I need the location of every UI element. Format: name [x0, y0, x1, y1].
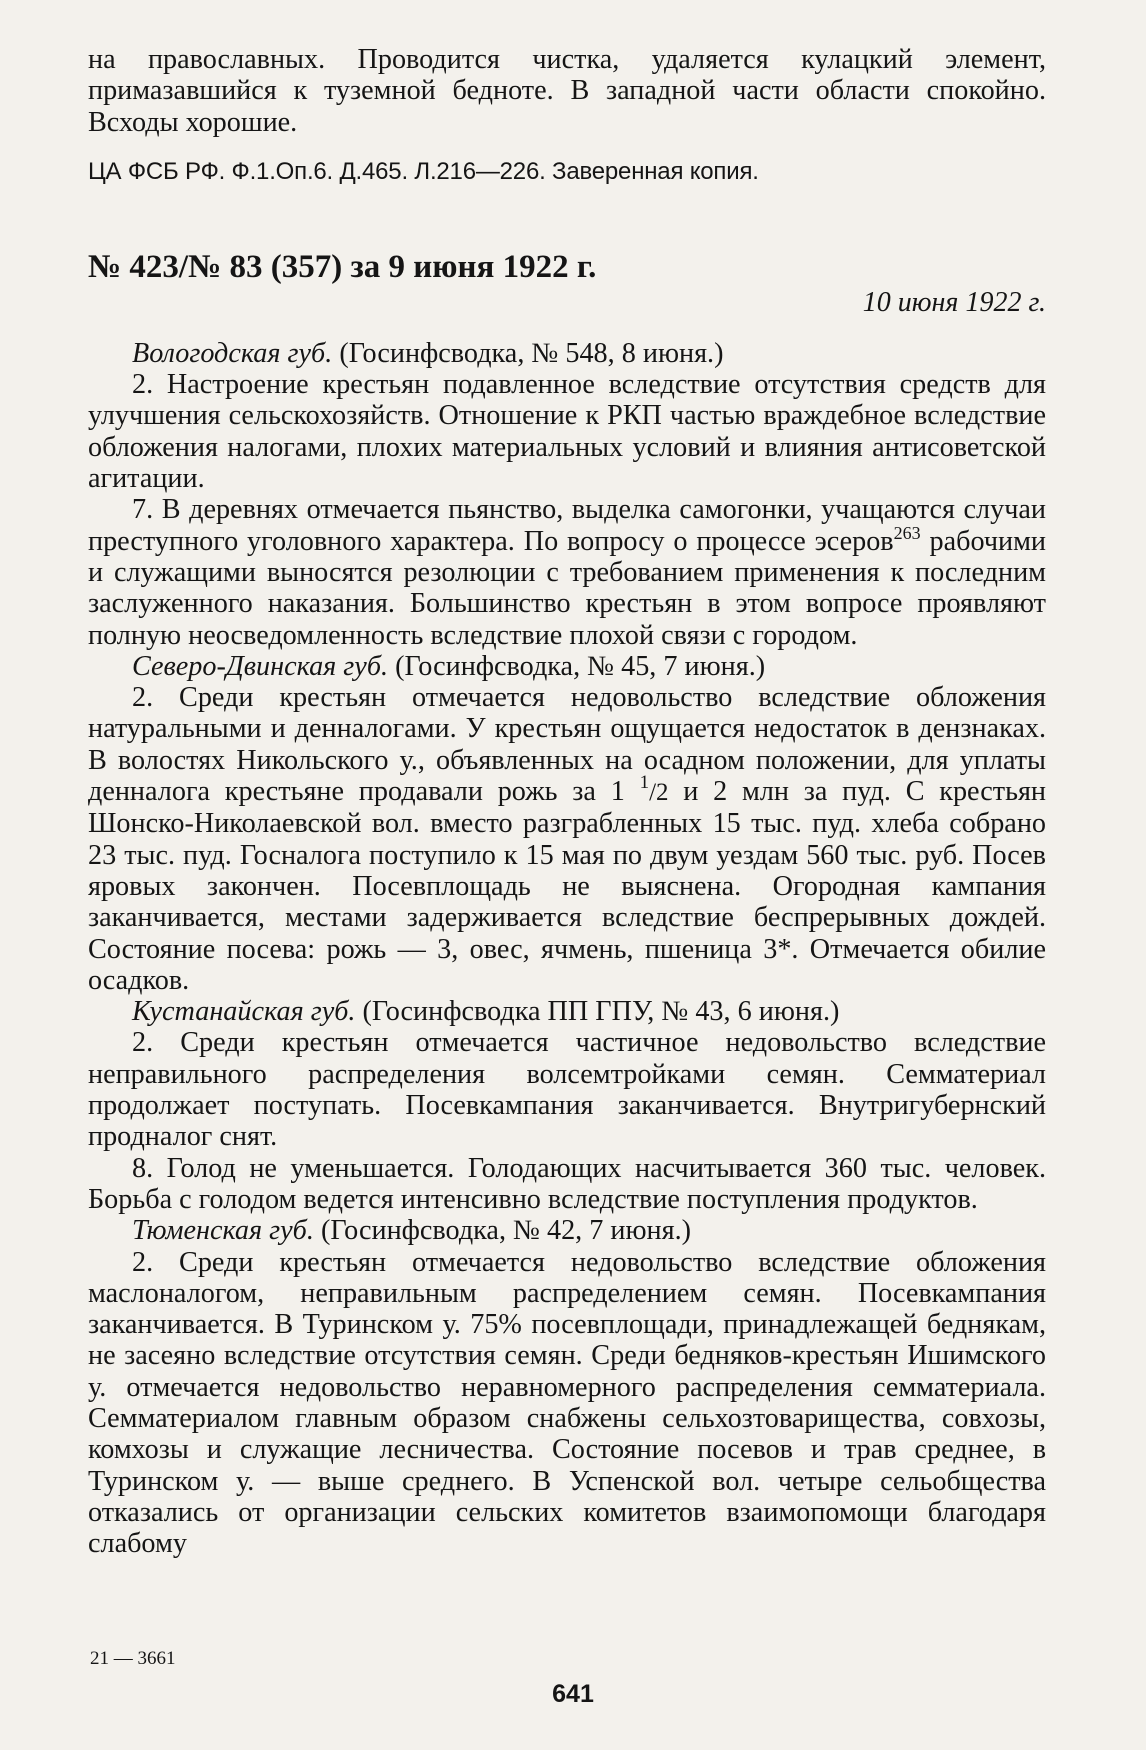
document-heading: № 423/№ 83 (357) за 9 июня 1922 г.: [88, 248, 597, 285]
opening-paragraph: на православных. Проводится чистка, удаляется кулацкий элемент, примазавшийся к туземной бедноте. В западной части области спокойно. Всходы хорошие.: [88, 44, 1046, 138]
entry-paragraph: 2. Среди крестьян отмечается частичное недовольство вследствие неправильного распределения волсемтройками семян. Семматериал продолжает поступать. Посевкампания заканчивается. Внутригубернский продналог снят.: [88, 1027, 1046, 1153]
entry-header: [88, 996, 1046, 1027]
paragraph-part: и 2 млн за пуд. С крестьян Шонско-Николаевской вол. вместо разграбленных 15 тыс. пуд. хлеба собрано 23 тыс. пуд. Госналога поступило к 15 мая по двум уездам 560 тыс. руб. Посев яровых закончен. Посевплощадь не выяснена. Огородная кампания заканчивается, местами задерживается вследствие беспрерывных дождей. Состояние посева: рожь — 3, овес, ячмень, пшеница 3*. Отмечается обилие осадков.: [88, 776, 1047, 996]
footnote-ref: 263: [893, 522, 921, 543]
region-name: Тюменская губ.: [132, 1215, 314, 1247]
opening-source-citation: ЦА ФСБ РФ. Ф.1.Оп.6. Д.465. Л.216—226. Заверенная копия.: [88, 157, 759, 185]
entry-paragraph: [88, 494, 1046, 650]
entry-kustanai: [88, 996, 1046, 1215]
fraction-numerator: 1: [639, 772, 650, 794]
entry-paragraph: 2. Настроение крестьян подавленное вследствие отсутствия средств для улучшения сельскохозяйств. Отношение к РКП частью враждебное вследствие обложения налогами, плохих материальных условий и влияния антисоветской агитации.: [88, 369, 1046, 495]
region-name: Северо-Двинская губ.: [132, 650, 389, 682]
paragraph-part: рабочими и служащими выносятся резолюции с требованием применения к последним заслуженного наказания. Большинство крестьян в этом вопросе проявляют полную неосведомленность вследствие плохой связи с городом.: [88, 525, 1047, 651]
entry-source: (Госинфсводка, № 42, 7 июня.): [313, 1215, 692, 1247]
entry-source: (Госинфсводка ПП ГПУ, № 43, 6 июня.): [355, 996, 840, 1028]
entry-header: [88, 1215, 1046, 1246]
document-date: 10 июня 1922 г.: [862, 286, 1046, 318]
entry-paragraph: 8. Голод не уменьшается. Голодающих насчитывается 360 тыс. человек. Борьба с голодом ведется интенсивно вследствие поступления продуктов.: [88, 1152, 1046, 1215]
fraction-denominator: /2: [649, 779, 669, 807]
paragraph-part: 7. В деревнях отмечается пьянство, выделка самогонки, учащаются случаи преступного уголовного характера. По вопросу о процессе эсеров: [88, 494, 1046, 557]
printer-signature: 21 — 3661: [90, 1648, 176, 1669]
entry-source: (Госинфсводка, № 548, 8 июня.): [332, 337, 724, 369]
entry-paragraph: [88, 682, 1046, 996]
entry-tyumen: [88, 1215, 1046, 1559]
page-number: 641: [552, 1680, 594, 1708]
paragraph-part: 2. Среди крестьян отмечается недовольство вследствие обложения натуральными и денналогами. У крестьян ощущается недостаток в дензнаках. В волостях Никольского у., объявленных на осадном положении, для уплаты денналога крестьяне продавали рожь за 1: [88, 682, 1046, 808]
entry-header: [88, 651, 1046, 682]
region-name: Кустанайская губ.: [132, 996, 356, 1028]
entry-vologda: [88, 338, 1046, 651]
document-page: [88, 44, 1046, 1734]
entry-header: [88, 338, 1046, 369]
entry-source: (Госинфсводка, № 45, 7 июня.): [388, 650, 766, 682]
region-name: Вологодская губ.: [132, 337, 333, 369]
entry-paragraph: 2. Среди крестьян отмечается недовольство вследствие обложения маслоналогом, неправильным распределением семян. Посевкампания заканчивается. В Туринском у. 75% посевплощади, принадлежащей беднякам, не засеяно вследствие отсутствия семян. Среди бедняков-крестьян Ишимского у. отмечается недовольство неравномерного распределения семматериала. Семматериалом главным образом снабжены сельхозтоварищества, совхозы, комхозы и служащие лесничества. Состояние посевов и трав среднее, в Туринском у. — выше среднего. В Успенской вол. четыре сельобщества отказались от организации сельских комитетов взаимопомощи благодаря слабому: [88, 1246, 1046, 1560]
entry-severo-dvinsk: [88, 651, 1046, 996]
